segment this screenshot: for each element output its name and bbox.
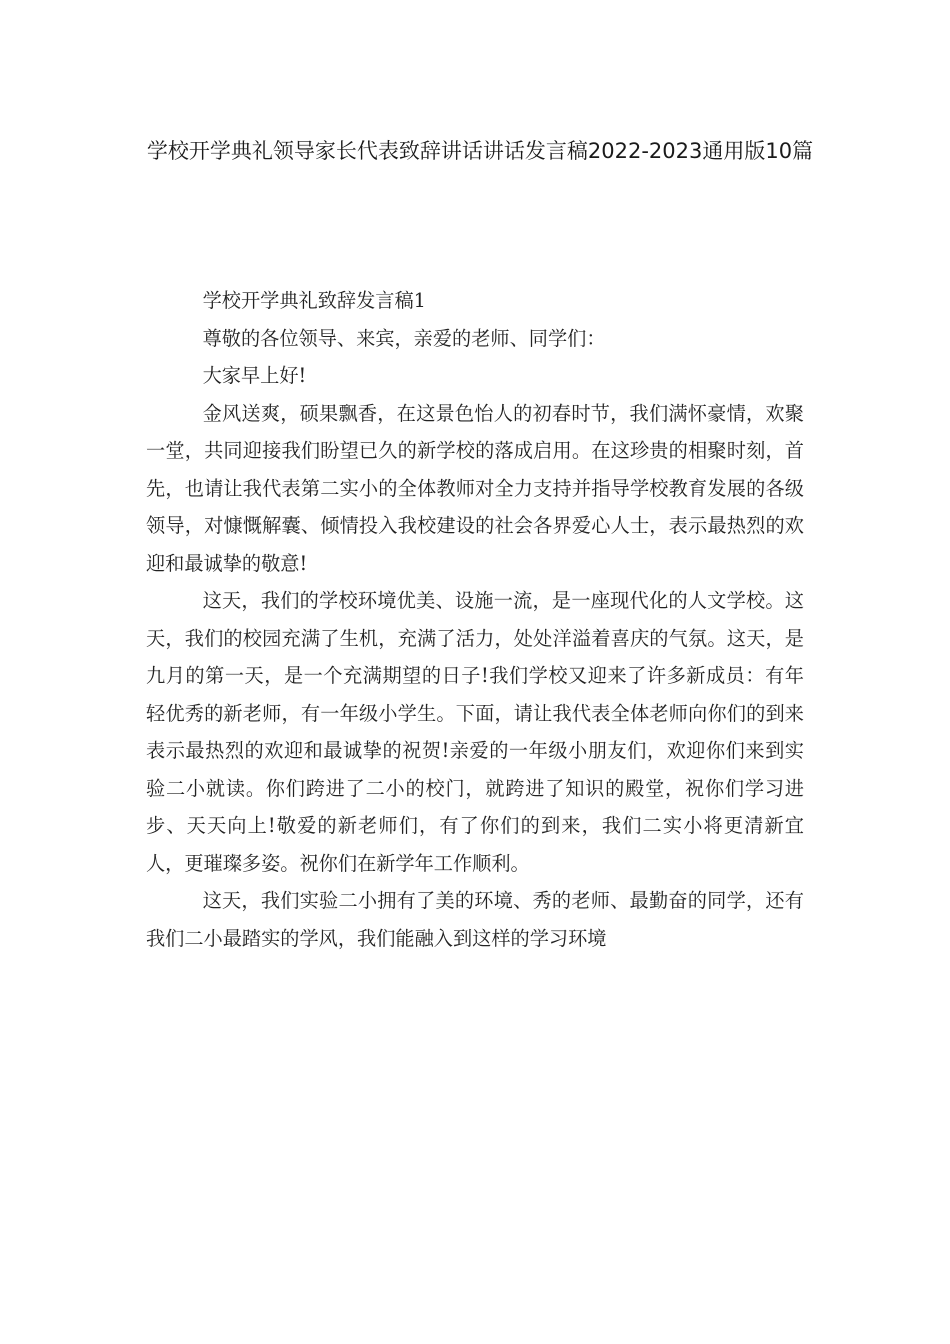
paragraph: 这天，我们实验二小拥有了美的环境、秀的老师、最勤奋的同学，还有我们二小最踏实的学风，我们能融入到这样的学习环境 bbox=[146, 889, 804, 950]
document-body bbox=[146, 282, 804, 957]
section-heading: 学校开学典礼致辞发言稿1 bbox=[202, 289, 426, 312]
paragraph: 金风送爽，硕果飘香，在这景色怡人的初春时节，我们满怀豪情，欢聚一堂，共同迎接我们盼望已久的新学校的落成启用。在这珍贵的相聚时刻，首先，也请让我代表第二实小的全体教师对全力支持并指导学校教育发展的各级领导，对慷慨解囊、倾情投入我校建设的社会各界爱心人士，表示最热烈的欢迎和最诚挚的敬意! bbox=[146, 401, 804, 575]
salutation: 尊敬的各位领导、来宾，亲爱的老师、同学们： bbox=[202, 326, 606, 350]
greeting: 大家早上好! bbox=[202, 364, 307, 387]
paragraph: 这天，我们的学校环境优美、设施一流，是一座现代化的人文学校。这天，我们的校园充满了生机，充满了活力，处处洋溢着喜庆的气氛。这天，是九月的第一天，是一个充满期望的日子!我们学校又迎来了许多新成员：有年轻优秀的新老师，有一年级小学生。下面，请让我代表全体老师向你们的到来表示最热烈的欢迎和最诚挚的祝贺!亲爱的一年级小朋友们，欢迎你们来到实验二小就读。你们跨进了二小的校门，就跨进了知识的殿堂，祝你们学习进步、天天向上!敬爱的新老师们，有了你们的到来，我们二实小将更清新宜人，更璀璨多姿。祝你们在新学年工作顺利。 bbox=[146, 589, 804, 875]
document-title: 学校开学典礼领导家长代表致辞讲话讲话发言稿2022-2023通用版10篇 bbox=[146, 139, 814, 163]
